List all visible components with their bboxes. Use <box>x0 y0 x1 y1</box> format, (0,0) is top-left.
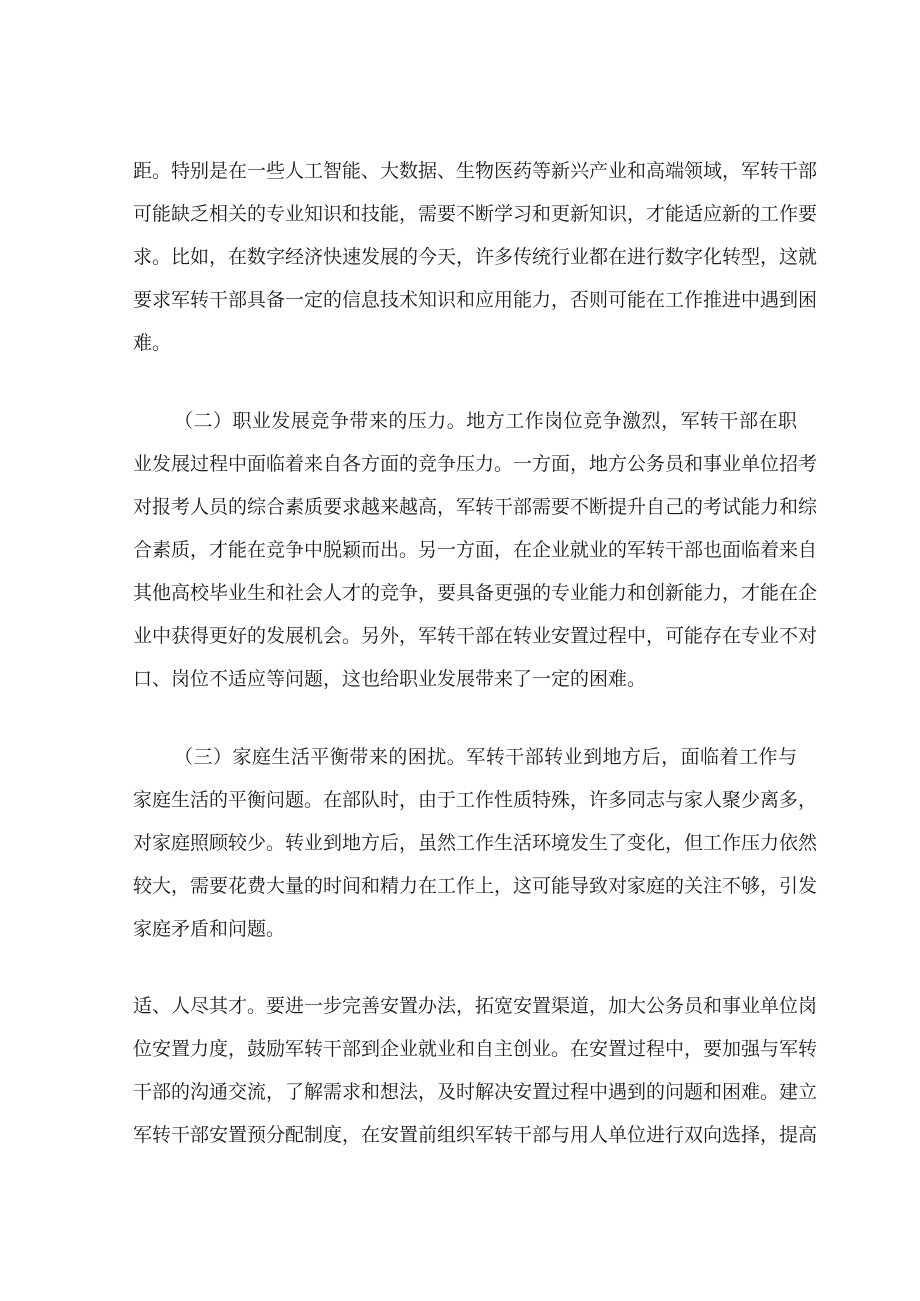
paragraph-line: 业发展过程中面临着来自各方面的竞争压力。一方面，地方公务员和事业单位招考 <box>133 453 818 475</box>
paragraph-line: 对家庭照顾较少。转业到地方后，虽然工作生活环境发生了变化，但工作压力依然 <box>133 832 818 854</box>
paragraph-line: 要求军转干部具备一定的信息技术知识和应用能力，否则可能在工作推进中遇到困 <box>133 289 818 311</box>
paragraph-line: 适、人尽其才。要进一步完善安置办法，拓宽安置渠道，加大公务员和事业单位岗 <box>133 995 818 1017</box>
paragraph-line: 家庭矛盾和问题。 <box>133 918 286 940</box>
paragraph-line: 家庭生活的平衡问题。在部队时，由于工作性质特殊，许多同志与家人聚少离多， <box>133 789 818 811</box>
paragraph-line: 军转干部安置预分配制度，在安置前组织军转干部与用人单位进行双向选择，提高 <box>133 1124 818 1146</box>
paragraph-line: 位安置力度，鼓励军转干部到企业就业和自主创业。在安置过程中，要加强与军转 <box>133 1038 818 1060</box>
paragraph-line: 口、岗位不适应等问题，这也给职业发展带来了一定的困难。 <box>133 668 647 690</box>
paragraph-line: 难。 <box>133 332 172 354</box>
paragraph-line: 可能缺乏相关的专业知识和技能，需要不断学习和更新知识，才能适应新的工作要 <box>133 203 818 225</box>
paragraph-line: 距。特别是在一些人工智能、大数据、生物医药等新兴产业和高端领域，军转干部 <box>133 160 818 182</box>
paragraph-line: 干部的沟通交流，了解需求和想法，及时解决安置过程中遇到的问题和困难。建立 <box>133 1081 818 1103</box>
paragraph-line: 较大，需要花费大量的时间和精力在工作上，这可能导致对家庭的关注不够，引发 <box>133 875 818 897</box>
paragraph-line: （二）职业发展竞争带来的压力。地方工作岗位竞争激烈，军转干部在职 <box>174 410 797 432</box>
paragraph-line: 对报考人员的综合素质要求越来越高，军转干部需要不断提升自己的考试能力和综 <box>133 496 818 518</box>
paragraph-line: （三）家庭生活平衡带来的困扰。军转干部转业到地方后，面临着工作与 <box>174 746 797 768</box>
paragraph-line: 其他高校毕业生和社会人才的竞争，要具备更强的专业能力和创新能力，才能在企 <box>133 582 818 604</box>
paragraph-line: 合素质，才能在竞争中脱颖而出。另一方面，在企业就业的军转干部也面临着来自 <box>133 539 818 561</box>
paragraph-line: 业中获得更好的发展机会。另外，军转干部在转业安置过程中，可能存在专业不对 <box>133 625 818 647</box>
paragraph-line: 求。比如，在数字经济快速发展的今天，许多传统行业都在进行数字化转型，这就 <box>133 246 818 268</box>
